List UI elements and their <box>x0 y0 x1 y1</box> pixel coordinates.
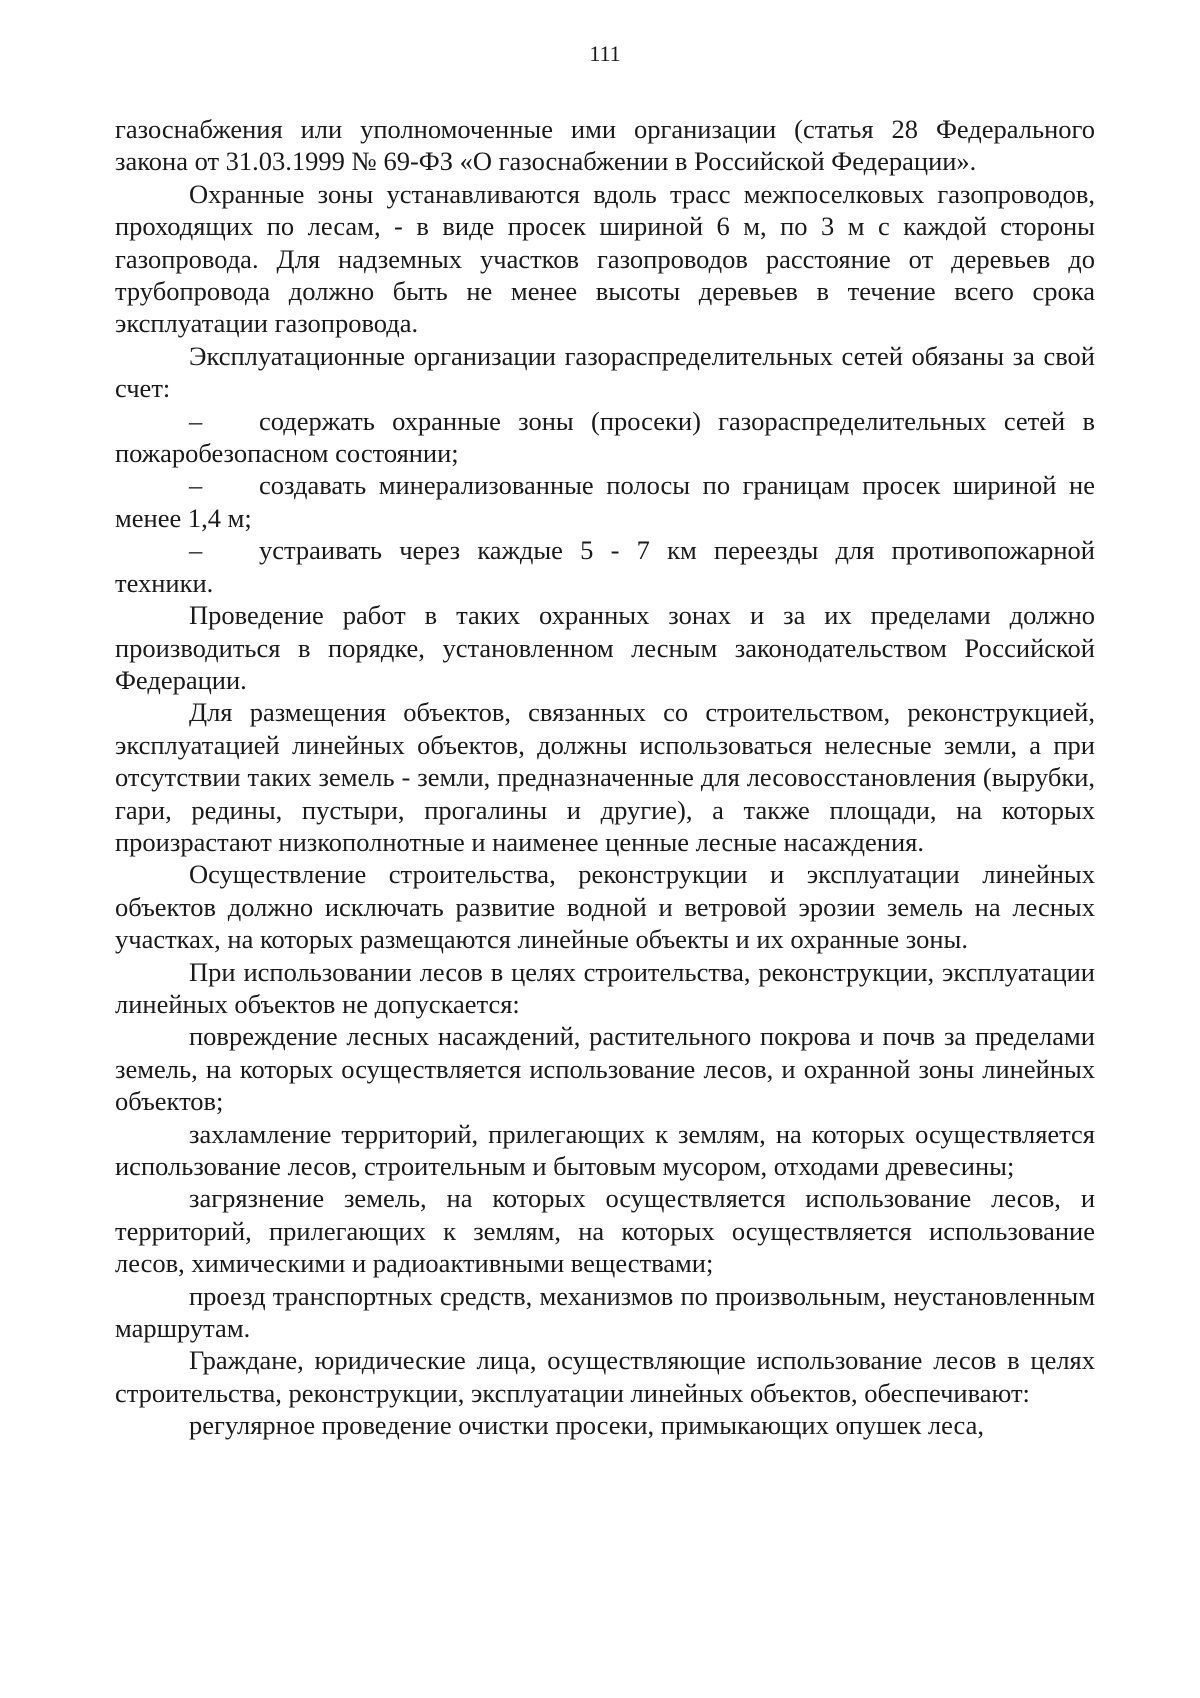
list-dash: – <box>189 470 203 501</box>
list-item <box>115 534 1095 599</box>
paragraph: Охранные зоны устанавливаются вдоль трасс межпоселковых газопроводов, проходящих по лесам, - в виде просек шириной 6 м, по 3 м с каждой стороны газопровода. Для надземных участков газопроводов расстояние от деревьев до трубопровода должно быть не менее высоты деревьев в течение всего срока эксплуатации газопровода. <box>115 178 1095 339</box>
paragraph: повреждение лесных насаждений, растительного покрова и почв за пределами земель, на которых осуществляется использование лесов, и охранной зоны линейных объектов; <box>115 1021 1095 1117</box>
list-item <box>115 469 1095 534</box>
list-item-text: создавать минерализованные полосы по границам просек шириной не менее 1,4 м; <box>115 470 1095 533</box>
list-item-text: содержать охранные зоны (просеки) газораспределительных сетей в пожаробезопасном состоянии; <box>115 405 1095 469</box>
paragraph: Осуществление строительства, реконструкции и эксплуатации линейных объектов должно исключать развитие водной и ветровой эрозии земель на лесных участках, на которых размещаются линейные объекты и их охранные зоны. <box>115 859 1095 955</box>
paragraph: регулярное проведение очистки просеки, примыкающих опушек леса, <box>189 1410 984 1441</box>
list-dash: – <box>189 535 203 566</box>
paragraph: Для размещения объектов, связанных со строительством, реконструкцией, эксплуатацией линейных объектов, должны использоваться нелесные земли, а при отсутствии таких земель - земли, предназначенные для лесовосстановления (вырубки, гари, редины, пустыри, прогалины и другие), а также площади, на которых произрастают низкополнотные и наименее ценные лесные насаждения. <box>115 697 1095 857</box>
paragraph: Проведение работ в таких охранных зонах и за их пределами должно производиться в порядке, установленном лесным законодательством Российской Федерации. <box>115 600 1095 695</box>
paragraph: Граждане, юридические лица, осуществляющие использование лесов в целях строительства, реконструкции, эксплуатации линейных объектов, обеспечивают: <box>115 1345 1095 1408</box>
paragraph: При использовании лесов в целях строительства, реконструкции, эксплуатации линейных объектов не допускается: <box>115 956 1095 1019</box>
paragraph: Эксплуатационные организации газораспределительных сетей обязаны за свой счет: <box>115 340 1095 404</box>
paragraph: газоснабжения или уполномоченные ими организации (статья 28 Федерального закона от 31.03.1999 № 69-ФЗ «О газоснабжении в Российской Федерации». <box>115 114 1095 177</box>
document-body <box>115 113 1095 1442</box>
list-dash: – <box>189 405 203 436</box>
paragraph: захламление территорий, прилегающих к землям, на которых осуществляется использование лесов, строительным и бытовым мусором, отходами древесины; <box>115 1118 1095 1181</box>
paragraph: загрязнение земель, на которых осуществляется использование лесов, и территорий, прилегающих к землям, на которых осуществляется использование лесов, химическими и радиоактивными веществами; <box>115 1183 1095 1279</box>
paragraph: проезд транспортных средств, механизмов по произвольным, неустановленным маршрутам. <box>115 1280 1095 1344</box>
page-number: 111 <box>589 41 621 66</box>
list-item <box>115 405 1095 470</box>
list-item-text: устраивать через каждые 5 - 7 км переезды для противопожарной техники. <box>115 535 1095 598</box>
